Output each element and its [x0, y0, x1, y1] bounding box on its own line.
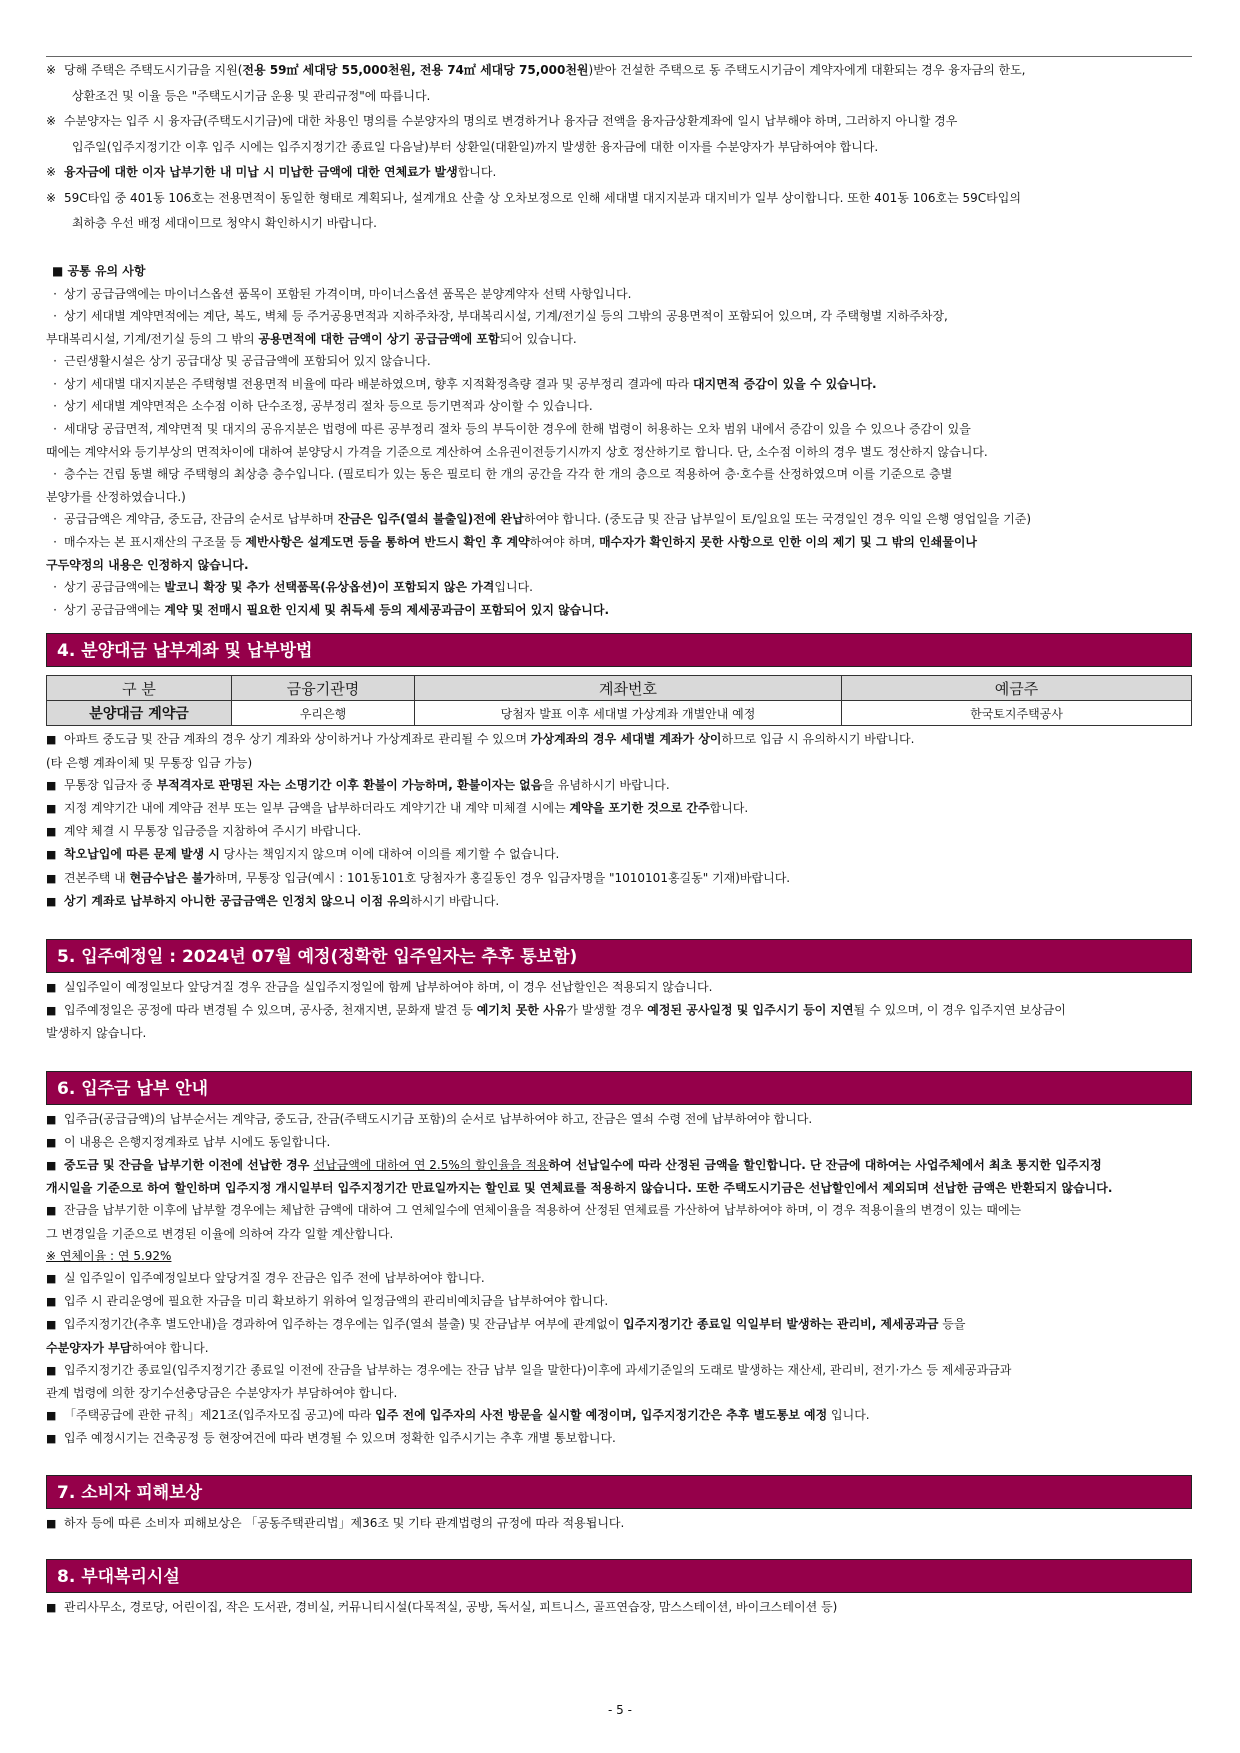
- loan-notes: [46, 58, 1192, 237]
- square-bullet-icon: ■: [46, 1409, 57, 1423]
- square-bullet-icon: ■: [46, 848, 57, 862]
- text-run: 근린생활시설은 상기 공급대상 및 공급금액에 포함되어 있지 않습니다.: [64, 354, 431, 369]
- list-item: [46, 1177, 1192, 1199]
- common-note-item: [46, 283, 1192, 306]
- bullet-dot-icon: ·: [53, 376, 57, 391]
- common-note-item: [46, 508, 1192, 531]
- note-line: [46, 186, 1192, 212]
- text-run: 아파트 중도금 및 잔금 계좌의 경우 상기 계좌와 상이하거나 가상계좌로 관리될 수 있으며: [64, 732, 531, 747]
- move-in-payment-notes-list: [46, 1108, 1192, 1451]
- text-run: 하므로 입금 시 유의하시기 바랍니다.: [721, 732, 915, 747]
- note-line: [46, 135, 1192, 161]
- payment-notes-list: [46, 728, 1192, 913]
- list-item: [46, 976, 1192, 999]
- note-line: [46, 109, 1192, 135]
- text-run: 착오납입에 따른 문제 발생 시: [64, 847, 220, 862]
- common-note-item: [46, 599, 1192, 622]
- bullet-dot-icon: ·: [53, 422, 57, 437]
- section-title-move-in-date: 5. 입주예정일 : 2024년 07월 예정(정확한 입주일자는 추후 통보함): [46, 939, 1192, 973]
- square-bullet-icon: ■: [46, 778, 57, 792]
- bullet-dot-icon: ·: [53, 354, 57, 369]
- list-item: [46, 1154, 1192, 1177]
- text-run: 입주 예정시기는 건축공정 등 현장여건에 따라 변경될 수 있으며 정확한 입주시기는 추후 개별 통보합니다.: [64, 1431, 616, 1446]
- reference-mark-icon: ※: [46, 63, 57, 77]
- common-note-item: [46, 554, 1192, 577]
- welfare-facilities-list: [46, 1596, 1192, 1619]
- text-run: 개시일을 기준으로 하여 할인하며 입주지정 개시일부터 입주지정기간 만료일까지는 할인료 및 연체료를 적용하지 않습니다. 또한 주택도시기금은 선납할인에서 제외되며 선납한 금액은 반환되지 않습니다.: [46, 1181, 1113, 1196]
- text-run: ※ 연체이율 : 연 5.92%: [46, 1248, 172, 1263]
- text-run: 실입주일이 예정일보다 앞당겨질 경우 잔금을 실입주지정일에 함께 납부하여야 하며, 이 경우 선납할인은 적용되지 않습니다.: [64, 980, 713, 995]
- note-line: [46, 211, 1192, 237]
- text-run: 이 내용은 은행지정계좌로 납부 시에도 동일합니다.: [64, 1134, 331, 1149]
- list-item: [46, 1267, 1192, 1290]
- text-run: 당해 주택은 주택도시기금을 지원(: [64, 63, 243, 77]
- text-run: 선납금액에 대하여 연 2.5%의 할인율을 적용: [313, 1158, 549, 1173]
- reference-mark-icon: ※: [46, 114, 57, 128]
- text-run: 하여야 합니다. (중도금 및 잔금 납부일이 토/일요일 또는 국경일인 경우 익일 은행 영업일을 기준): [523, 512, 1032, 527]
- text-run: 계약을 포기한 것으로 간주: [569, 801, 710, 816]
- text-run: 관계 법령에 의한 장기수선충당금은 수분양자가 부담하여야 합니다.: [46, 1386, 398, 1401]
- consumer-compensation-list: [46, 1512, 1192, 1535]
- square-bullet-icon: ■: [46, 1004, 57, 1018]
- text-run: 입주 시 관리운영에 필요한 자금을 미리 확보하기 위하여 일정금액의 관리비예치금을 납부하여야 합니다.: [64, 1294, 609, 1309]
- text-run: 지정 계약기간 내에 계약금 전부 또는 일부 금액을 납부하더라도 계약기간 내 계약 미체결 시에는: [64, 801, 570, 816]
- text-run: 공급금액은 계약금, 중도금, 잔금의 순서로 납부하며: [64, 512, 338, 527]
- text-run: 예정된 공사일정 및 입주시기 등이 지연: [647, 1003, 854, 1018]
- text-run: 상기 공급금액에는: [64, 580, 165, 595]
- text-run: 하시기 바랍니다.: [410, 893, 500, 908]
- square-bullet-icon: ■: [46, 1272, 57, 1286]
- table-header-row: [47, 676, 1192, 701]
- text-run: 합니다.: [709, 801, 749, 816]
- square-bullet-icon: ■: [46, 1516, 57, 1530]
- common-note-item: [46, 328, 1192, 351]
- text-run: 발생하지 않습니다.: [46, 1026, 147, 1041]
- common-note-item: [46, 486, 1192, 509]
- square-bullet-icon: ■: [46, 871, 57, 885]
- list-item: [46, 1022, 1192, 1044]
- text-run: 되어 있습니다.: [499, 331, 577, 346]
- text-run: 계약 체결 시 무통장 입금증을 지참하여 주시기 바랍니다.: [64, 824, 362, 839]
- text-run: 하여야 합니다.: [131, 1340, 209, 1355]
- text-run: 최하층 우선 배정 세대이므로 청약시 확인하시기 바랍니다.: [72, 216, 377, 230]
- list-item: [46, 820, 1192, 843]
- common-note-item: [46, 441, 1192, 464]
- text-run: 상기 공급금액에는 마이너스옵션 품목이 포함된 가격이며, 마이너스옵션 품목은 분양계약자 선택 사항입니다.: [64, 286, 632, 301]
- text-run: 합니다.: [457, 165, 497, 179]
- text-run: 입주 전에 입주자의 사전 방문을 실시할 예정이며, 입주지정기간은 추후 별도통보 예정: [375, 1408, 828, 1423]
- text-run: 매수자가 확인하지 못한 사항으로 인한 이의 제기 및 그 밖의 인쇄물이나: [599, 535, 978, 550]
- table-row: [47, 701, 1192, 726]
- text-run: 수분양자는 입주 시 융자금(주택도시기금)에 대한 차용인 명의를 수분양자의 명의로 변경하거나 융자금 전액을 융자금상환계좌에 일시 납부해야 하며, 그러하지 아니할 경우: [64, 114, 958, 128]
- text-run: 공용면적에 대한 금액이 상기 공급금액에 포함: [258, 331, 500, 346]
- text-run: 을 유념하시기 바랍니다.: [542, 777, 670, 792]
- text-run: 실 입주일이 입주예정일보다 앞당겨질 경우 잔금은 입주 전에 납부하여야 합니다.: [64, 1271, 485, 1286]
- square-bullet-icon: ■: [46, 981, 57, 995]
- text-run: 상기 세대별 대지지분은 주택형별 전용면적 비율에 따라 배분하였으며, 향후 지적확정측량 결과 및 공부정리 결과에 따라: [64, 376, 694, 391]
- text-run: 하며, 무통장 입금(예시 : 101동101호 당첨자가 홍길동인 경우 입금자명을 "1010101홍길동" 기재)바랍니다.: [214, 870, 791, 885]
- text-run: )받아 건설한 주택으로 동 주택도시기금이 계약자에게 대환되는 경우 융자금의 한도,: [588, 63, 1026, 77]
- text-run: 분양가를 산정하였습니다.): [46, 489, 186, 504]
- text-run: 부적격자로 판명된 자는 소명기간 이후 환불이 가능하며, 환불이자는 없음: [156, 777, 543, 792]
- table-header-cell: 금융기관명: [232, 676, 415, 701]
- list-item: [46, 1596, 1192, 1619]
- common-note-item: [46, 418, 1192, 441]
- text-run: 전용 59㎡ 세대당 55,000천원, 전용 74㎡ 세대당 75,000천원: [242, 63, 589, 77]
- text-run: 등을: [938, 1317, 966, 1332]
- bullet-dot-icon: ·: [53, 467, 57, 482]
- text-run: 계약 및 전매시 필요한 인지세 및 취득세 등의 제세공과금이 포함되어 있지 않습니다.: [164, 602, 610, 617]
- bullet-dot-icon: ·: [53, 309, 57, 324]
- square-bullet-icon: ■: [46, 1363, 57, 1377]
- list-item: [46, 1404, 1192, 1427]
- page-number: - 5 -: [608, 1703, 632, 1717]
- note-line: [46, 160, 1192, 186]
- common-note-item: [46, 373, 1192, 396]
- common-notes-title: ■ 공통 유의 사항: [52, 263, 146, 278]
- note-line: [46, 58, 1192, 84]
- text-run: 가상계좌의 경우 세대별 계좌가 상이: [530, 732, 722, 747]
- text-run: 예기치 못한 사유: [476, 1003, 567, 1018]
- list-item: [46, 867, 1192, 890]
- text-run: 상기 계좌로 납부하지 아니한 공급금액은 인정치 않으니 이점 유의: [64, 893, 411, 908]
- square-bullet-icon: ■: [46, 1432, 57, 1446]
- text-run: 하여 선납일수에 따라 산정된 금액을 할인합니다. 단 잔금에 대하여는 사업주체에서 최초 통지한 입주지정: [548, 1158, 1102, 1173]
- text-run: 수분양자가 부담: [46, 1340, 132, 1355]
- common-note-item: [46, 350, 1192, 373]
- note-line: [46, 84, 1192, 110]
- reference-mark-icon: ※: [46, 165, 57, 179]
- list-item: [46, 752, 1192, 774]
- bullet-dot-icon: ·: [53, 602, 57, 617]
- reference-mark-icon: ※: [46, 190, 57, 205]
- text-run: 잔금을 납부기한 이후에 납부할 경우에는 체납한 금액에 대하여 그 연체일수에 연체이율을 적용하여 산정된 연체료를 가산하여 납부하여야 하며, 이 경우 적용이율의 변경이 있는 때에는: [64, 1203, 1022, 1218]
- square-bullet-icon: ■: [46, 1600, 57, 1614]
- text-run: 발코니 확장 및 추가 선택품목(유상옵션)이 포함되지 않은 가격: [164, 580, 495, 595]
- text-run: 상환조건 및 이율 등은 "주택도시기금 운용 및 관리규정"에 따릅니다.: [72, 88, 431, 103]
- table-header-cell: 예금주: [842, 676, 1192, 701]
- text-run: 하자 등에 따른 소비자 피해보상은 「공동주택관리법」제36조 및 기타 관계법령의 규정에 따라 적용됩니다.: [64, 1515, 625, 1530]
- text-run: 입니다.: [494, 580, 533, 595]
- list-item: [46, 1290, 1192, 1313]
- account-holder-cell: 한국토지주택공사: [842, 701, 1192, 726]
- list-item: [46, 1382, 1192, 1404]
- list-item: [46, 1427, 1192, 1450]
- text-run: 입주금(공급금액)의 납부순서는 계약금, 중도금, 잔금(주택도시기금 포함)의 순서로 납부하여야 하고, 잔금은 열쇠 수령 전에 납부하여야 합니다.: [64, 1111, 813, 1126]
- text-run: 매수자는 본 표시재산의 구조물 등: [64, 535, 246, 550]
- common-note-item: [46, 463, 1192, 486]
- text-run: 입주예정일은 공정에 따라 변경될 수 있으며, 공사중, 천재지변, 문화재 발견 등: [64, 1003, 477, 1018]
- square-bullet-icon: ■: [46, 802, 57, 816]
- square-bullet-icon: ■: [46, 733, 57, 747]
- table-row-header: 분양대금 계약금: [47, 701, 232, 726]
- text-run: 상기 세대별 계약면적은 소수점 이하 단수조정, 공부정리 절차 등으로 등기면적과 상이할 수 있습니다.: [64, 399, 593, 414]
- text-run: 「주택공급에 관한 규칙」제21조(입주자모집 공고)에 따라: [64, 1408, 376, 1423]
- text-run: 입주지정기간 종료일 익일부터 발생하는 관리비, 제세공과금: [623, 1317, 939, 1332]
- text-run: 중도금 및 잔금을 납부기한 이전에 선납한 경우: [64, 1158, 314, 1173]
- square-bullet-icon: ■: [46, 825, 57, 839]
- list-item: [46, 1131, 1192, 1154]
- list-item: [46, 1512, 1192, 1535]
- section-title-payment-account: 4. 분양대금 납부계좌 및 납부방법: [46, 633, 1192, 667]
- text-run: 무통장 입금자 중: [64, 777, 157, 792]
- list-item: [46, 1359, 1192, 1382]
- section-title-move-in-payment: 6. 입주금 납부 안내: [46, 1071, 1192, 1105]
- text-run: 층수는 건립 동별 해당 주택형의 최상층 층수입니다. (필로티가 있는 동은 필로티 한 개의 공간을 각각 한 개의 층으로 적용하여 층·호수를 산정하였으며 이를 기준으로 층별: [64, 467, 953, 482]
- text-run: 입주일(입주지정기간 이후 입주 시에는 입주지정기간 종료일 다음날)부터 상환일(대환일)까지 발생한 융자금에 대한 이자를 수분양자가 부담하여야 합니다.: [72, 139, 879, 154]
- text-run: 잔금은 입주(열쇠 불출일)전에 완납: [337, 512, 524, 527]
- square-bullet-icon: ■: [46, 1159, 57, 1173]
- bullet-dot-icon: ·: [53, 580, 57, 595]
- square-bullet-icon: ■: [46, 1295, 57, 1309]
- list-item: [46, 728, 1192, 751]
- text-run: 59C타입 중 401동 106호는 전용면적이 동일한 형태로 계획되나, 설계개요 산출 상 오차보정으로 인해 세대별 대지지분과 대지비가 일부 상이합니다. 또한 401동 106호는 59C타입의: [64, 190, 1021, 205]
- list-item: [46, 843, 1192, 866]
- list-item: [46, 1108, 1192, 1131]
- document-page: [46, 56, 1192, 1619]
- common-note-item: [46, 305, 1192, 328]
- text-run: 될 수 있으며, 이 경우 입주지연 보상금이: [853, 1003, 1066, 1018]
- table-header-cell: 계좌번호: [415, 676, 842, 701]
- text-run: 제반사항은 설계도면 등을 통하여 반드시 확인 후 계약: [245, 535, 530, 550]
- table-header-cell: 구 분: [47, 676, 232, 701]
- text-run: 관리사무소, 경로당, 어린이집, 작은 도서관, 경비실, 커뮤니티시설(다목적실, 공방, 독서실, 피트니스, 골프연습장, 맘스스테이션, 바이크스테이션 등): [64, 1599, 838, 1614]
- common-notes-list: [46, 283, 1192, 622]
- list-item: [46, 1337, 1192, 1359]
- common-note-item: [46, 395, 1192, 418]
- square-bullet-icon: ■: [46, 894, 57, 908]
- text-run: 입니다.: [827, 1408, 870, 1423]
- text-run: 가 발생할 경우: [566, 1003, 648, 1018]
- list-item: [46, 1245, 1192, 1267]
- text-run: 입주지정기간 종료일(입주지정기간 종료일 이전에 잔금을 납부하는 경우에는 잔금 납부 일을 말한다)이후에 과세기준일의 도래로 발생하는 재산세, 관리비, 전기·가스 등 제세공과금과: [64, 1362, 1012, 1377]
- list-item: [46, 890, 1192, 913]
- list-item: [46, 1313, 1192, 1336]
- text-run: (타 은행 계좌이체 및 무통장 입금 가능): [46, 755, 253, 770]
- square-bullet-icon: ■: [46, 1318, 57, 1332]
- bullet-dot-icon: ·: [53, 286, 57, 301]
- bullet-dot-icon: ·: [53, 512, 57, 527]
- text-run: 때에는 계약서와 등기부상의 면적차이에 대하여 분양당시 가격을 기준으로 계산하여 소유권이전등기시까지 상호 정산하기로 합니다. 단, 소수점 이하의 경우 별도 정산하지 않습니다.: [46, 444, 988, 459]
- text-run: 당사는 책임지지 않으며 이에 대하여 이의를 제기할 수 없습니다.: [219, 847, 560, 862]
- square-bullet-icon: ■: [46, 1135, 57, 1149]
- square-bullet-icon: ■: [46, 1112, 57, 1126]
- payment-account-table: [46, 675, 1192, 726]
- bank-name-cell: 우리은행: [232, 701, 415, 726]
- common-note-item: [46, 531, 1192, 554]
- list-item: [46, 797, 1192, 820]
- text-run: 구두약정의 내용은 인정하지 않습니다.: [46, 557, 249, 572]
- text-run: 입주지정기간(추후 별도안내)을 경과하여 입주하는 경우에는 입주(열쇠 불출) 및 잔금납부 여부에 관계없이: [64, 1317, 624, 1332]
- move-in-notes-list: [46, 976, 1192, 1045]
- text-run: 상기 공급금액에는: [64, 602, 165, 617]
- list-item: [46, 1223, 1192, 1245]
- list-item: [46, 1199, 1192, 1222]
- common-note-item: [46, 576, 1192, 599]
- list-item: [46, 774, 1192, 797]
- text-run: 부대복리시설, 기계/전기실 등의 그 밖의: [46, 331, 259, 346]
- text-run: 현금수납은 불가: [129, 870, 215, 885]
- text-run: 대지면적 증감이 있을 수 있습니다.: [693, 376, 877, 391]
- text-run: 하여야 하며,: [529, 535, 600, 550]
- text-run: 융자금에 대한 이자 납부기한 내 미납 시 미납한 금액에 대한 연체료가 발생: [64, 165, 458, 179]
- text-run: 세대당 공급면적, 계약면적 및 대지의 공유지분은 법령에 따른 공부정리 절차 등의 부득이한 경우에 한해 법령이 허용하는 오차 범위 내에서 증감이 있을 수 있으나 증감이 있을: [64, 422, 971, 437]
- account-number-cell: 당첨자 발표 이후 세대별 가상계좌 개별안내 예정: [415, 701, 842, 726]
- list-item: [46, 999, 1192, 1022]
- square-bullet-icon: ■: [46, 1204, 57, 1218]
- bullet-dot-icon: ·: [53, 399, 57, 414]
- text-run: 상기 세대별 계약면적에는 계단, 복도, 벽체 등 주거공용면적과 지하주차장, 부대복리시설, 기계/전기실 등의 그밖의 공용면적이 포함되어 있으며, 각 주택형별 지하주차장,: [64, 309, 948, 324]
- bullet-dot-icon: ·: [53, 535, 57, 550]
- text-run: 그 변경일을 기준으로 변경된 이율에 의하여 각각 일할 계산합니다.: [46, 1226, 394, 1241]
- section-title-consumer-compensation: 7. 소비자 피해보상: [46, 1475, 1192, 1509]
- section-title-welfare-facilities: 8. 부대복리시설: [46, 1559, 1192, 1593]
- text-run: 견본주택 내: [64, 870, 130, 885]
